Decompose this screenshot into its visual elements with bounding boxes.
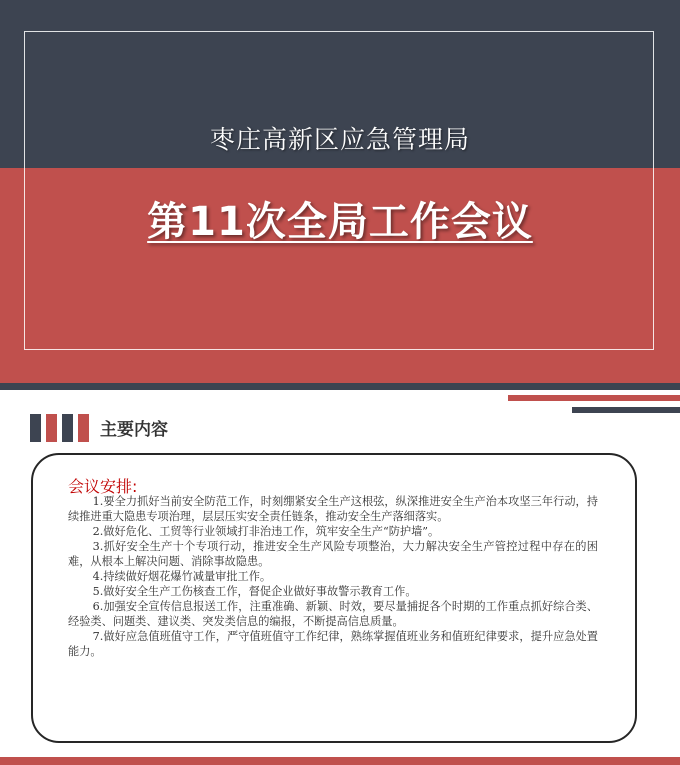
agenda-item-3: 3.抓好安全生产十个专项行动，推进安全生产风险专项整治，大力解决安全生产管控过程中存在的困难，从根本上解决问题、消除事故隐患。 <box>68 540 598 568</box>
divider-band <box>0 383 680 390</box>
agenda-list <box>68 494 598 659</box>
organization-title: 枣庄高新区应急管理局 <box>209 125 470 154</box>
bar-dark-2 <box>62 414 73 442</box>
bar-dark-1 <box>30 414 41 442</box>
decor-stripe-red <box>508 395 680 401</box>
agenda-heading: 会议安排: <box>68 477 138 496</box>
decor-stripe-dark <box>572 407 680 413</box>
section-title: 主要内容 <box>100 420 168 440</box>
agenda-item-6: 6.加强安全宣传信息报送工作，注重准确、新颖、时效，要尽量捕捉各个时期的工作重点抓好综合类、经验类、问题类、建议类、突发类信息的编报，不断提高信息质量。 <box>68 600 598 628</box>
agenda-item-2: 2.做好危化、工贸等行业领域打非治违工作，筑牢安全生产“防护墙”。 <box>92 525 440 538</box>
bar-red <box>46 414 57 442</box>
footer-band <box>0 757 680 765</box>
agenda-item-7: 7.做好应急值班值守工作，严守值班值守工作纪律，熟练掌握值班业务和值班纪律要求，提升应急处置能力。 <box>68 630 598 658</box>
agenda-item-5: 5.做好安全生产工伤核查工作，督促企业做好事故警示教育工作。 <box>92 585 417 598</box>
meeting-title: 第11次全局工作会议 <box>147 199 533 245</box>
agenda-item-1: 1.要全力抓好当前安全防范工作，时刻绷紧安全生产这根弦，纵深推进安全生产治本攻坚三年行动，持续推进重大隐患专项治理，层层压实安全责任链条，推动安全生产落细落实。 <box>68 495 598 523</box>
bar-red-2 <box>78 414 89 442</box>
agenda-item-4: 4.持续做好烟花爆竹减量审批工作。 <box>92 570 272 583</box>
